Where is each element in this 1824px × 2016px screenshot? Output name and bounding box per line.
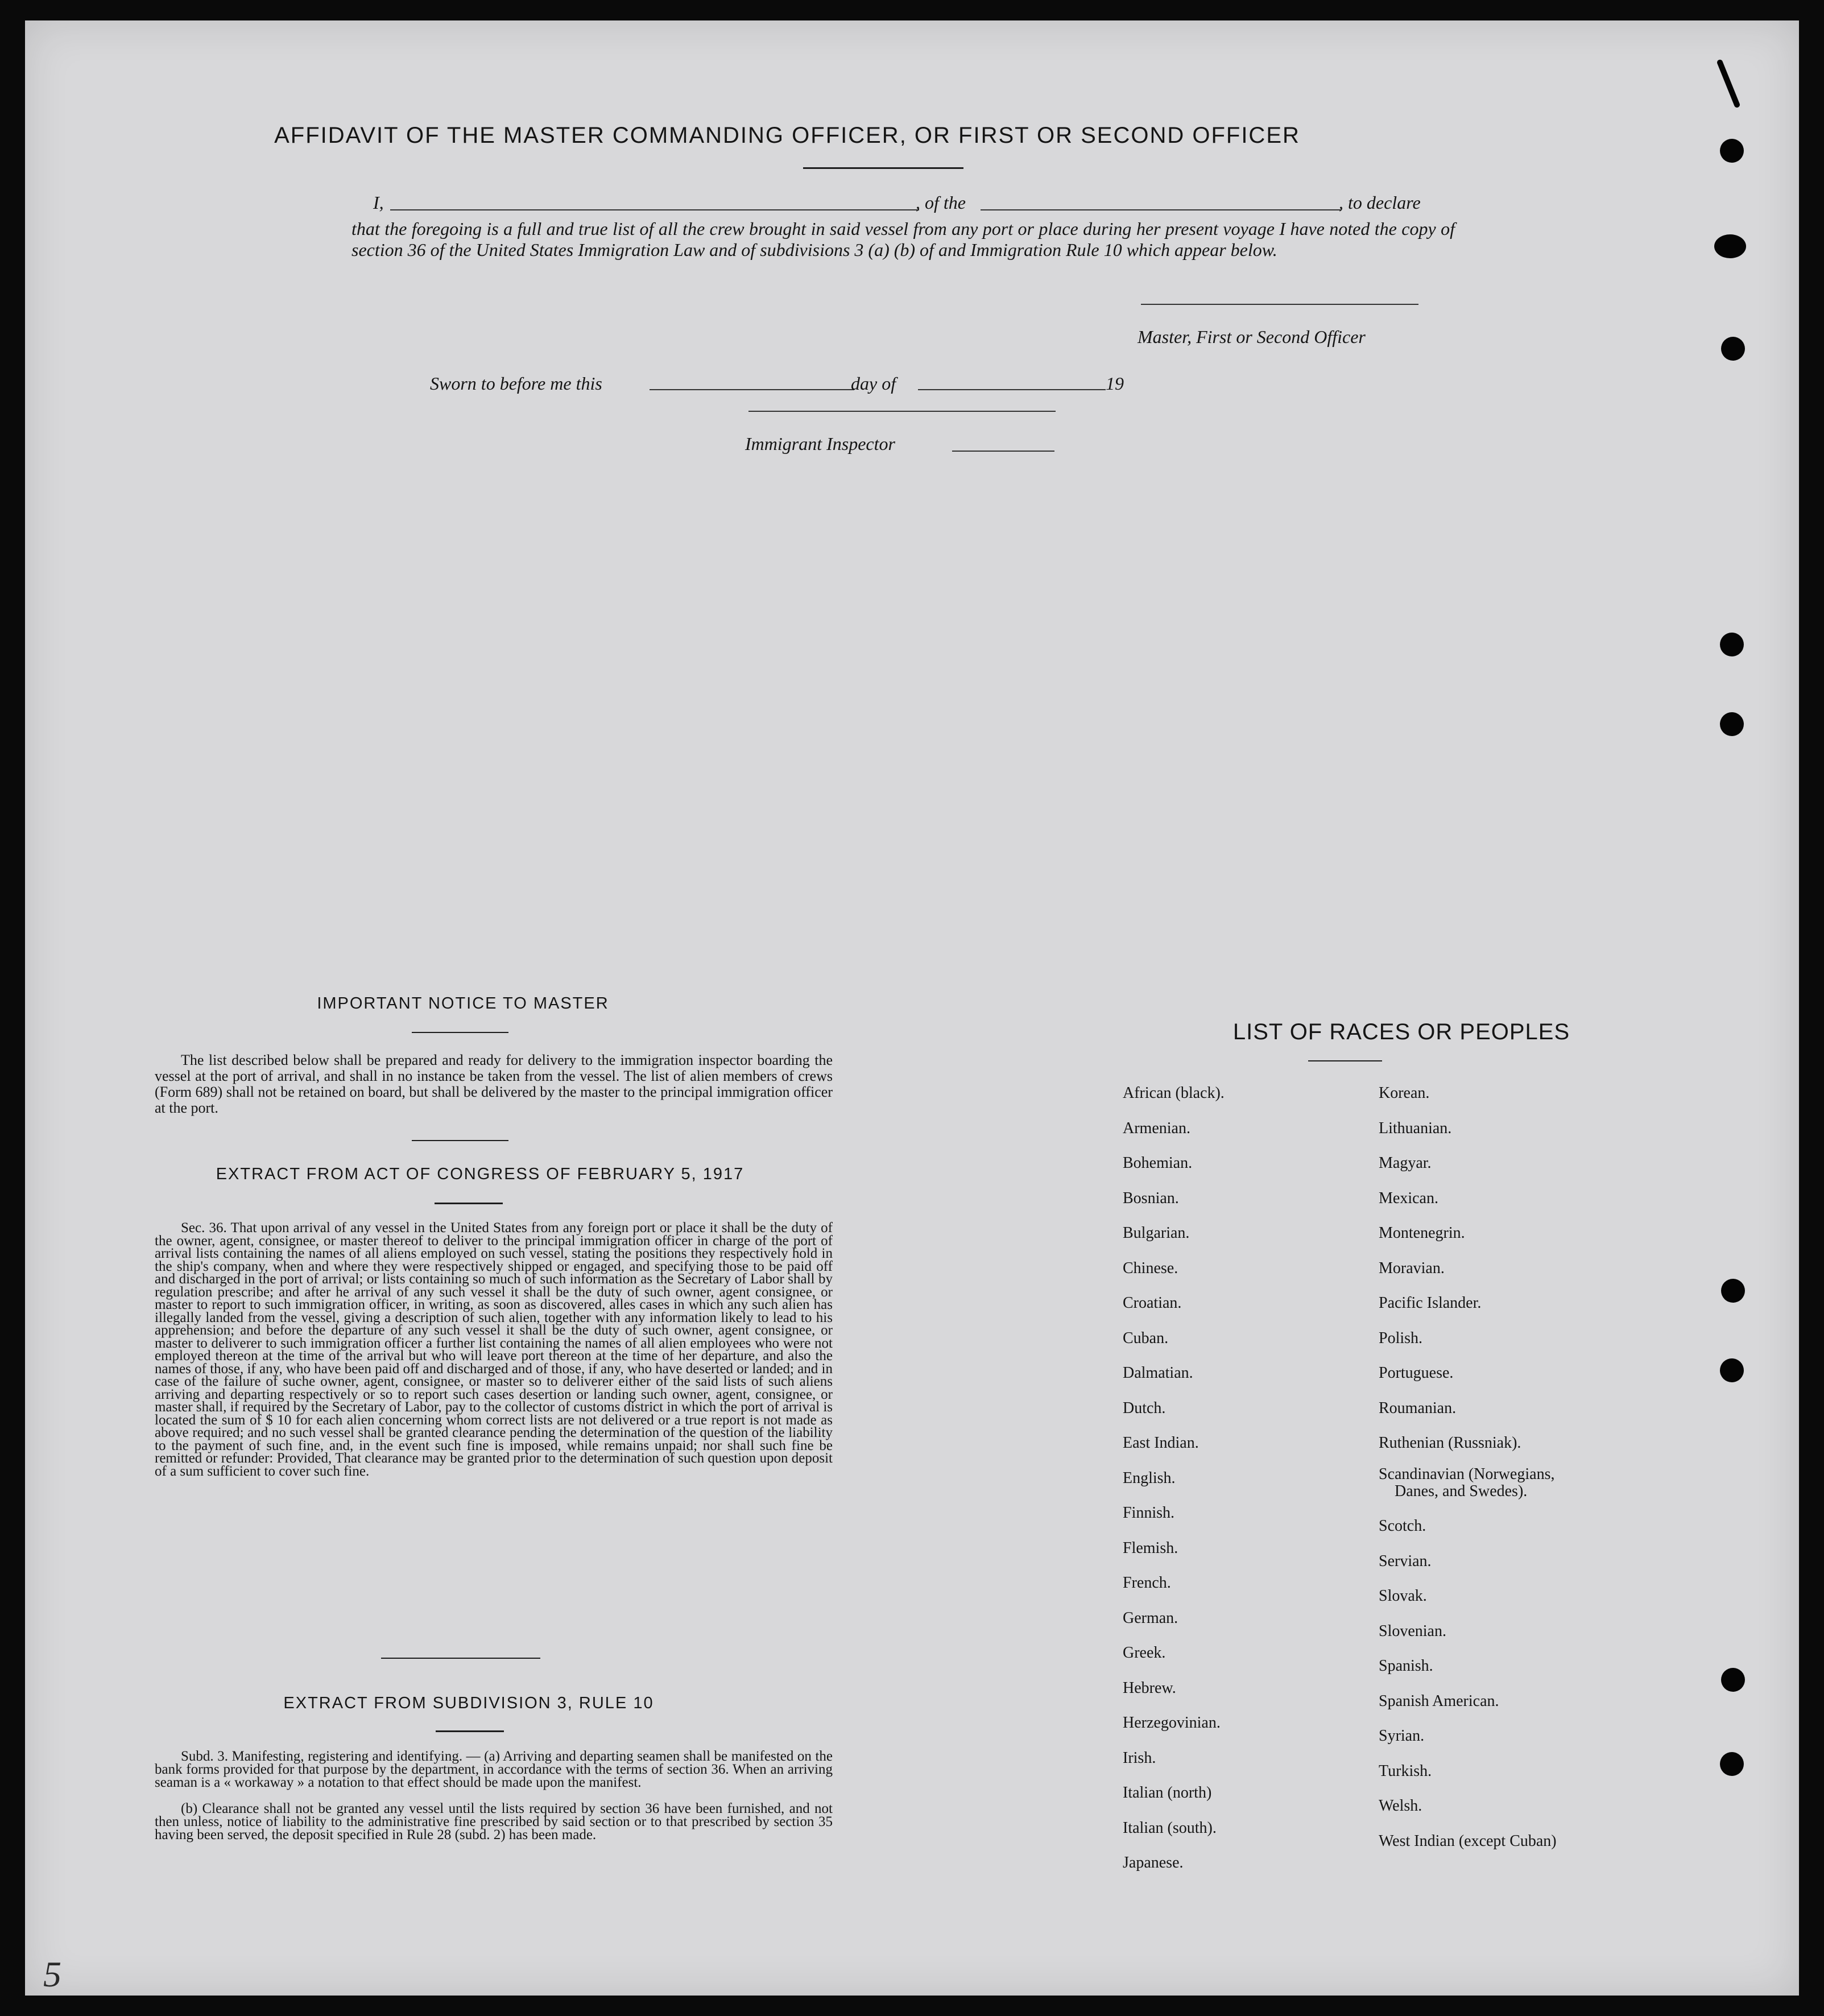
race-right-1: Korean. xyxy=(1379,1084,1430,1102)
races-title: LIST OF RACES OR PEOPLES xyxy=(1232,1019,1570,1044)
race-right-7: Pacific Islander. xyxy=(1379,1294,1482,1312)
race-left-13: Finnish. xyxy=(1123,1504,1175,1522)
notice-end-rule xyxy=(412,1140,508,1141)
punch-hole-5 xyxy=(1720,712,1744,736)
race-left-12: English. xyxy=(1123,1469,1176,1487)
race-left-21: Italian (north) xyxy=(1123,1784,1212,1802)
race-right-6: Moravian. xyxy=(1379,1259,1445,1277)
race-left-3: Bohemian. xyxy=(1123,1154,1193,1172)
race-right-12b: Danes, and Swedes). xyxy=(1395,1482,1528,1500)
race-right-22: West Indian (except Cuban) xyxy=(1379,1832,1557,1850)
race-right-5: Montenegrin. xyxy=(1379,1224,1465,1242)
race-right-15: Slovak. xyxy=(1379,1587,1427,1605)
race-left-2: Armenian. xyxy=(1123,1119,1190,1137)
race-left-8: Cuban. xyxy=(1123,1329,1169,1347)
race-left-23: Japanese. xyxy=(1123,1854,1184,1872)
race-left-14: Flemish. xyxy=(1123,1539,1178,1557)
master-label: Master, First or Second Officer xyxy=(1138,327,1366,347)
punch-hole-9 xyxy=(1720,1752,1744,1776)
race-left-10: Dutch. xyxy=(1123,1399,1166,1417)
race-right-13: Scotch. xyxy=(1379,1517,1426,1535)
race-right-12: Scandinavian (Norwegians, xyxy=(1379,1465,1555,1483)
act-end-rule xyxy=(381,1658,540,1659)
race-left-7: Croatian. xyxy=(1123,1294,1182,1312)
rule-title: EXTRACT FROM SUBDIVISION 3, RULE 10 xyxy=(283,1694,654,1712)
race-right-14: Servian. xyxy=(1379,1552,1432,1570)
notice-title-rule xyxy=(412,1032,508,1033)
affidavit-line1-i: I, xyxy=(373,192,384,213)
race-left-19: Herzegovinian. xyxy=(1123,1714,1221,1732)
inspector-signature-blank xyxy=(748,411,1056,412)
sworn-month-blank xyxy=(918,389,1106,390)
inspector-blank-tail xyxy=(952,451,1054,452)
race-right-20: Turkish. xyxy=(1379,1762,1432,1780)
race-left-20: Irish. xyxy=(1123,1749,1156,1767)
race-right-17: Spanish. xyxy=(1379,1657,1433,1675)
race-right-2: Lithuanian. xyxy=(1379,1119,1452,1137)
race-left-6: Chinese. xyxy=(1123,1259,1178,1277)
race-right-11: Ruthenian (Russniak). xyxy=(1379,1434,1521,1452)
notice-body: The list described below shall be prepared and ready for delivery to the immigration inspector boarding the vessel at the port of arrival, and shall in no instance be taken from the vessel. The list of alien members of crews (Form 689) shall not be retained on board, but shall be delivered by the master to the principal immigration officer at the port. xyxy=(155,1052,833,1116)
inspector-label: Immigrant Inspector xyxy=(745,433,895,454)
race-left-16: German. xyxy=(1123,1609,1178,1627)
document-page xyxy=(25,20,1799,1996)
punch-hole-7 xyxy=(1720,1358,1744,1382)
affidavit-line1-of: , of the xyxy=(916,192,966,213)
race-left-4: Bosnian. xyxy=(1123,1189,1179,1207)
rule-title-rule xyxy=(436,1730,504,1732)
race-left-18: Hebrew. xyxy=(1123,1679,1176,1697)
race-left-22: Italian (south). xyxy=(1123,1819,1217,1837)
affidavit-title-rule xyxy=(803,167,963,169)
master-signature-blank xyxy=(1141,304,1418,305)
sworn-day-blank xyxy=(650,389,854,390)
race-right-18: Spanish American. xyxy=(1379,1692,1499,1710)
race-right-4: Mexican. xyxy=(1379,1189,1438,1207)
name-blank xyxy=(390,209,919,210)
race-right-16: Slovenian. xyxy=(1379,1622,1446,1640)
affidavit-title: AFFIDAVIT OF THE MASTER COMMANDING OFFICER, OR FIRST OR SECOND OFFICER xyxy=(274,123,1300,148)
race-right-9: Portuguese. xyxy=(1379,1364,1454,1382)
rule-body-a: Subd. 3. Manifesting, registering and identifying. — (a) Arriving and departing seamen shall be manifested on the bank forms provided for that purpose by the department, in accordance with the terms of section 36. When an arriving seaman is a « workaway » a notation to that effect should be made upon the manifest. xyxy=(155,1749,833,1790)
notice-title: IMPORTANT NOTICE TO MASTER xyxy=(317,994,609,1013)
affidavit-line1-declare: , to declare xyxy=(1339,192,1421,213)
race-right-3: Magyar. xyxy=(1379,1154,1432,1172)
act-body: Sec. 36. That upon arrival of any vessel in the United States from any foreign port or place it shall be the duty of the owner, agent, consignee, or master thereof to deliver to the principal immigration officer in charge of the port of arrival lists containing the names of all aliens employed on such vessel, stating the positions they respectively hold in the ship's company, when and where they were respectively shipped or engaged, and specifying those to be paid off and discharged in the port of arrival; or lists containing so much of such information as the Secretary of Labor shall by regulation prescribe; and after he arrival of any such vessel it shall be the duty of such owner, agent consignee, or master to report to such immigration officer, in writing, as soon as discovered, alles cases in which any such alien has illegally landed from the vessel, giving a description of such alien, together with any information likely to lead to his apprehension; and before the departure of any such vessel it shall be the duty of such owner, agent consignee, or master to deliverer to such immigration officer a further list containing the names of all alien employees who were not employed thereon at the time of the arrival but who will leave port thereon at the time of her departure, and also the names of those, if any, who have been paid off and discharged and of those, if any, who have deserted or landed; and in case of the failure of suche owner, agent, consignee, or master so to deliverer either of the said lists of such aliens arriving and departing respectively or so to report such cases desertion or landing such owner, agent, consignee, or master shall, if required by the Secretary of Labor, pay to the collector of customs district in which the port of arrival is located the sum of $ 10 for each alien concerning whom correct lists are not delivered or a true report is not made as above required; and no such vessel shall be granted clearance pending the determination of the question of the liability to the payment of such fine, and, in the event such fine is imposed, while remains unpaid; nor shall such fine be remitted or refunder: Provided, That clearance may be granted prior to the determination of such question upon deposit of a sum sufficient to cover such fine. xyxy=(155,1220,833,1479)
race-right-10: Roumanian. xyxy=(1379,1399,1457,1417)
year-label: 19 xyxy=(1106,373,1124,394)
punch-hole-4 xyxy=(1720,633,1744,656)
punch-hole-2 xyxy=(1714,234,1746,258)
race-right-21: Welsh. xyxy=(1379,1797,1422,1815)
vessel-blank xyxy=(981,209,1341,210)
punch-hole-1 xyxy=(1720,139,1744,163)
race-left-9: Dalmatian. xyxy=(1123,1364,1193,1382)
affidavit-body: that the foregoing is a full and true list of all the crew brought in said vessel from any port or place during her present voyage I have noted the copy of section 36 of the United States Immigration Law and of subdivisions 3 (a) (b) of and Immigration Rule 10 which appear below. xyxy=(351,218,1455,260)
punch-hole-6 xyxy=(1721,1279,1745,1303)
race-left-17: Greek. xyxy=(1123,1644,1166,1662)
punch-hole-3 xyxy=(1721,337,1745,361)
race-left-1: African (black). xyxy=(1123,1084,1225,1102)
act-title-rule xyxy=(435,1203,503,1204)
day-label: day of xyxy=(851,373,896,394)
sworn-label: Sworn to before me this xyxy=(430,373,602,394)
races-title-rule xyxy=(1308,1060,1382,1061)
act-title: EXTRACT FROM ACT OF CONGRESS OF FEBRUARY 5, 1917 xyxy=(216,1165,745,1183)
race-left-5: Bulgarian. xyxy=(1123,1224,1190,1242)
race-left-15: French. xyxy=(1123,1574,1171,1592)
corner-tick-mark xyxy=(1717,59,1741,108)
margin-handwritten-mark: 5 xyxy=(43,1954,61,1994)
punch-hole-8 xyxy=(1721,1668,1745,1692)
rule-body-b: (b) Clearance shall not be granted any vessel until the lists required by section 36 have been furnished, and not then unless, notice of liability to the administrative fine prescribed by said section or to that prescribed by section 35 having been served, the deposit specified in Rule 28 (subd. 2) has been made. xyxy=(155,1801,833,1843)
race-right-8: Polish. xyxy=(1379,1329,1423,1347)
race-left-11: East Indian. xyxy=(1123,1434,1199,1452)
race-right-19: Syrian. xyxy=(1379,1727,1425,1745)
